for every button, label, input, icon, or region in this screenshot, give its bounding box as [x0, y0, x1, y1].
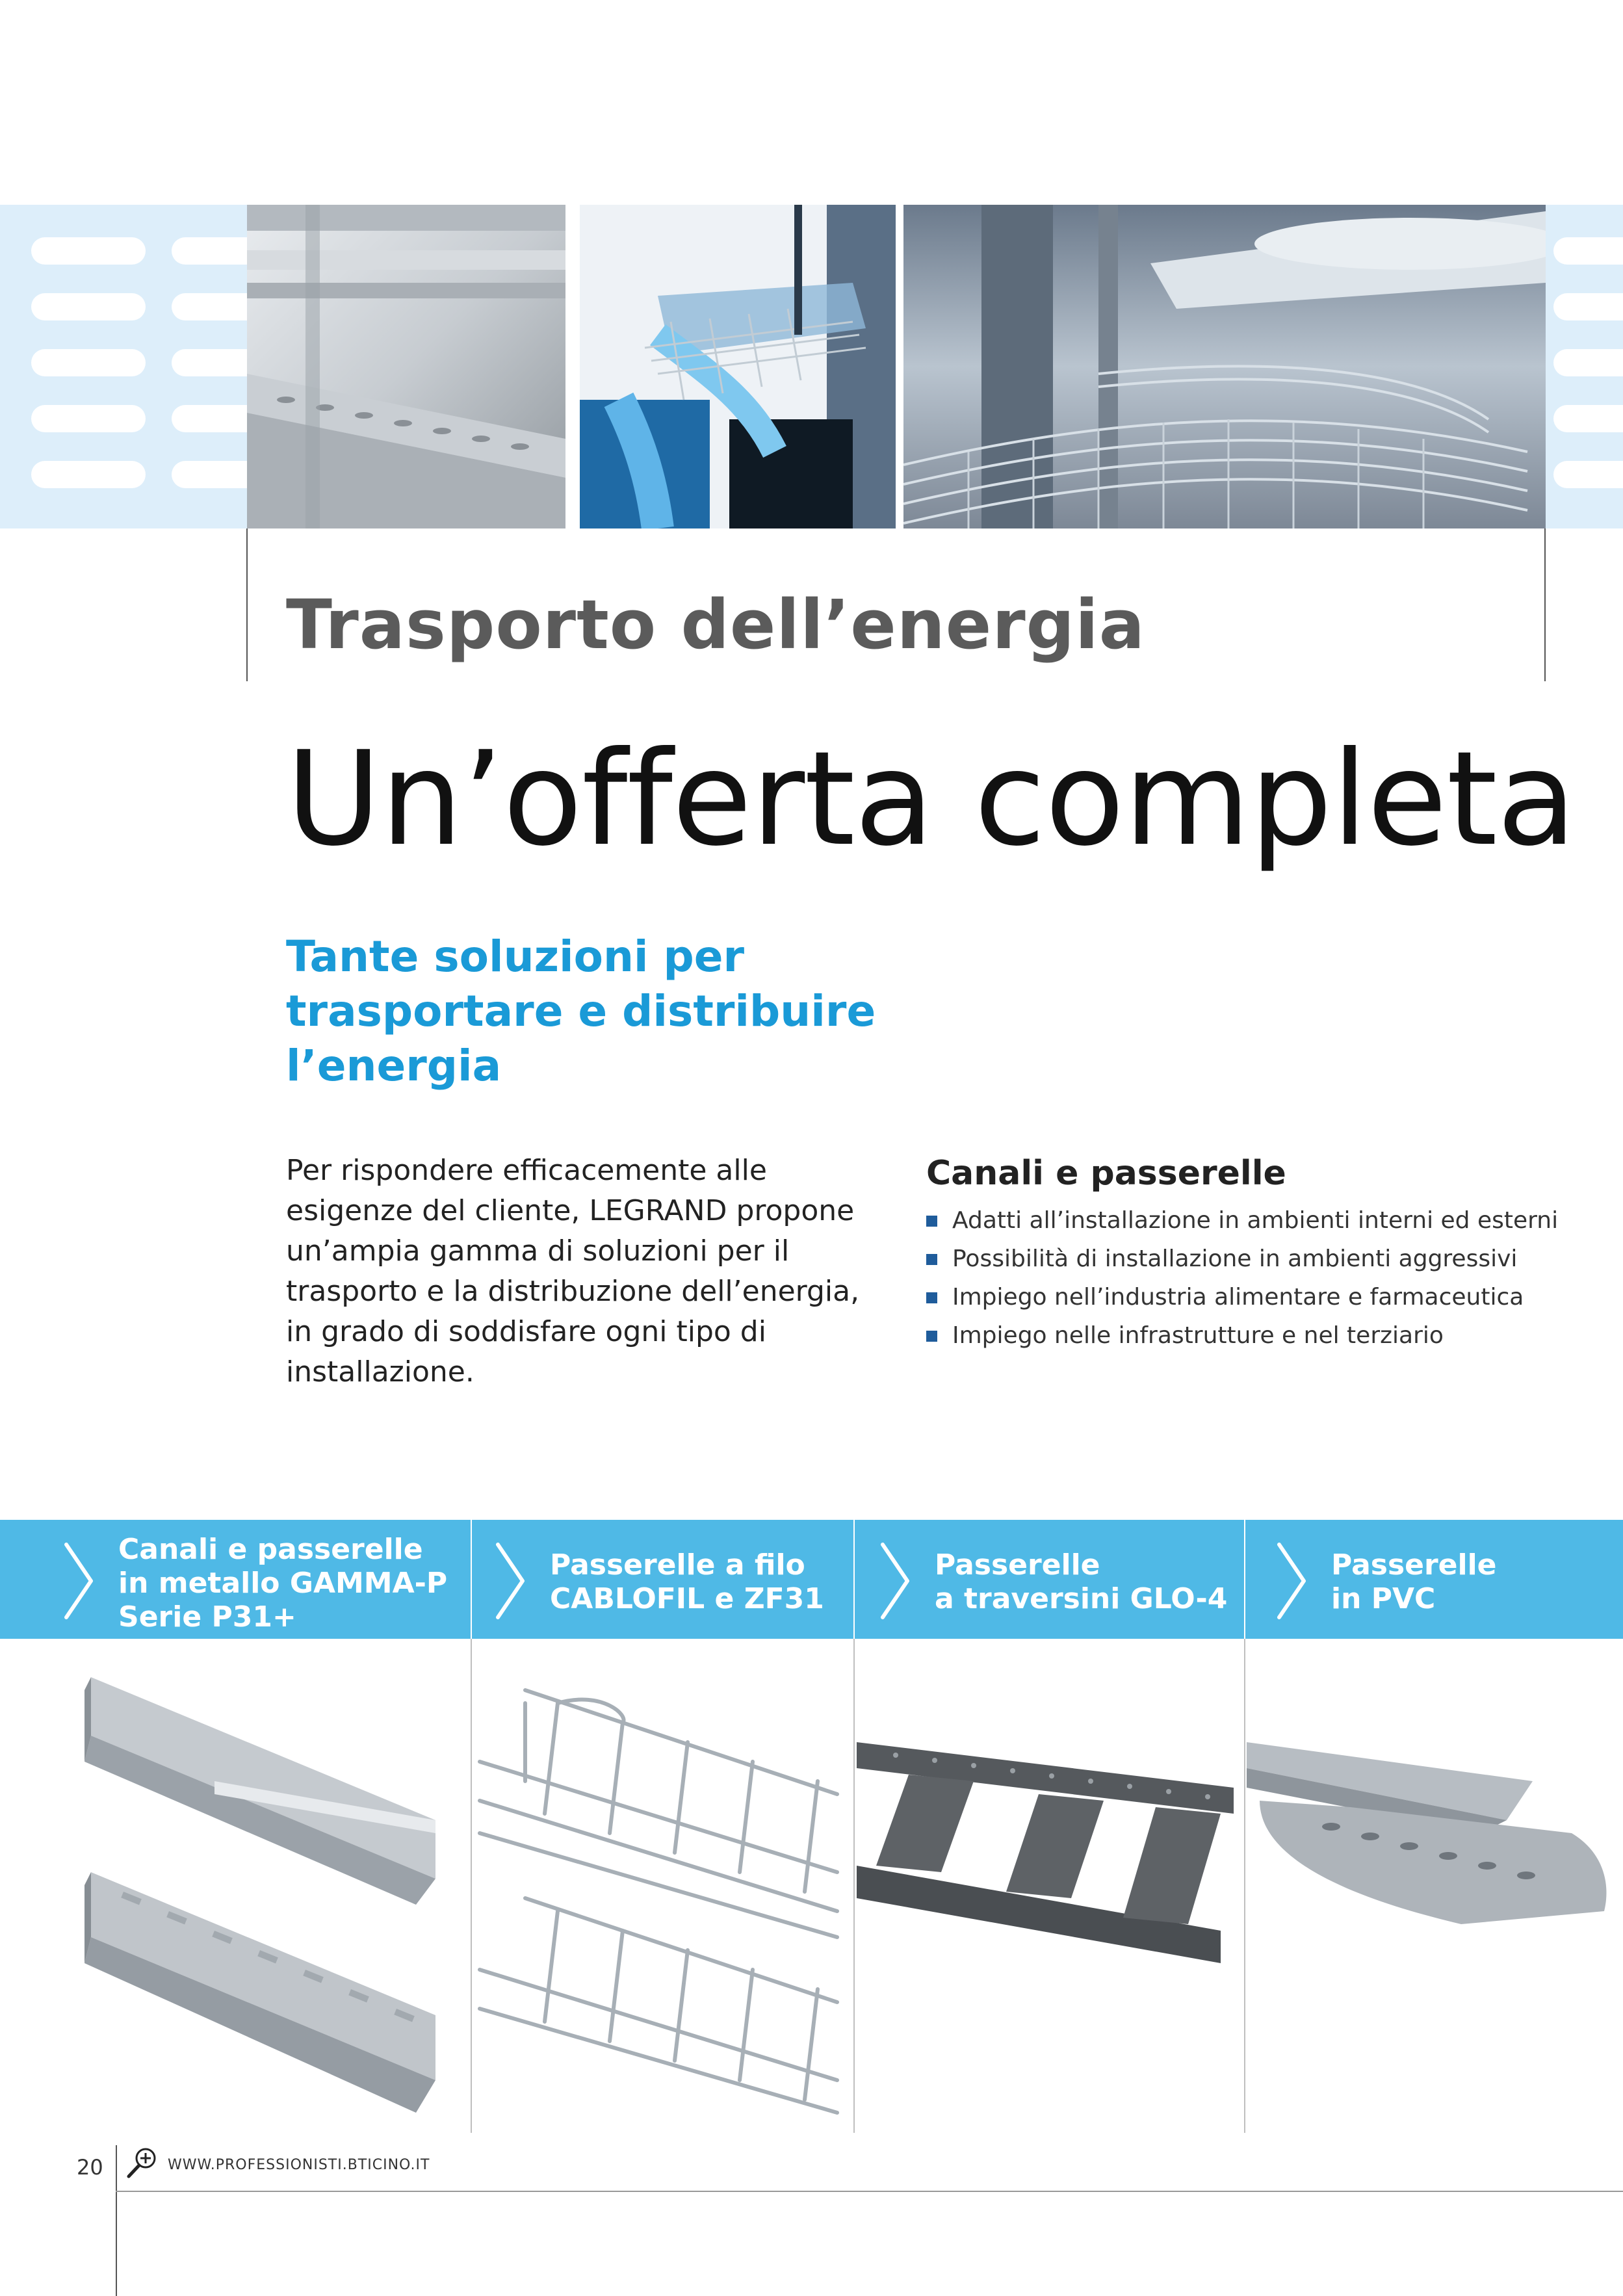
intro-line: installazione.: [286, 1355, 474, 1389]
product-image-pvc-trays: [1247, 1729, 1617, 1937]
main-title: Un’offerta completa: [286, 724, 1576, 875]
square-bullet-icon: [926, 1216, 937, 1227]
page-number: 20: [77, 2155, 103, 2180]
category-divider: [471, 1520, 472, 1639]
category-label: Passerelle a filo CABLOFIL e ZF31: [550, 1548, 824, 1615]
subtitle: [286, 930, 1001, 1093]
feature-item: Impiego nell’industria alimentare e farmaceutica: [926, 1278, 1558, 1316]
category-divider: [853, 1520, 855, 1639]
intro-line: un’ampia gamma di soluzioni per il: [286, 1234, 790, 1268]
product-image-wire-trays: [473, 1664, 850, 2119]
intro-line: in grado di soddisfare ogni tipo di: [286, 1315, 766, 1348]
features-list: [926, 1201, 1558, 1355]
category-metal-trays[interactable]: [62, 1520, 472, 1639]
category-pvc-trays[interactable]: [1275, 1520, 1600, 1639]
features-title: Canali e passerelle: [926, 1154, 1286, 1193]
footer-rule-vertical: [116, 2145, 117, 2296]
chevron-right-icon: [494, 1542, 526, 1620]
category-label: Passerelle a traversini GLO-4: [935, 1548, 1228, 1615]
square-bullet-icon: [926, 1254, 937, 1265]
section-title: Trasporto dell’energia: [286, 585, 1145, 664]
zoom-in-icon: [125, 2144, 161, 2180]
photo-wire-mesh-tray-cables: [580, 205, 896, 528]
frame-line-right: [1544, 528, 1546, 681]
product-divider: [471, 1639, 472, 2133]
intro-paragraph: [286, 1151, 884, 1392]
product-image-ladder-trays: [857, 1716, 1240, 1989]
intro-line: esigenze del cliente, LEGRAND propone: [286, 1194, 855, 1227]
chevron-right-icon: [879, 1542, 911, 1620]
chevron-right-icon: [62, 1542, 95, 1620]
photo-tray-installation-ceiling: [903, 205, 1546, 528]
intro-line: trasporto e la distribuzione dell’energia,: [286, 1275, 860, 1308]
footer-url[interactable]: WWW.PROFESSIONISTI.BTICINO.IT: [168, 2157, 430, 2173]
feature-item: Possibilità di installazione in ambienti aggressivi: [926, 1240, 1558, 1278]
product-divider: [853, 1639, 855, 2133]
intro-line: Per rispondere efficacemente alle: [286, 1154, 767, 1187]
decorative-band-right: [1546, 205, 1623, 528]
category-wire-trays[interactable]: [494, 1520, 845, 1639]
square-bullet-icon: [926, 1292, 937, 1303]
subtitle-line: l’energia: [286, 1041, 502, 1091]
square-bullet-icon: [926, 1331, 937, 1342]
decorative-band-left: [0, 205, 247, 528]
photo-cable-tray-closeup: [247, 205, 565, 528]
category-ladder-trays[interactable]: [879, 1520, 1230, 1639]
product-divider: [1244, 1639, 1245, 2133]
feature-item: Impiego nelle infrastrutture e nel terziario: [926, 1316, 1558, 1355]
subtitle-line: trasportare e distribuire: [286, 986, 876, 1036]
category-bar: [0, 1520, 1623, 1639]
chevron-right-icon: [1275, 1542, 1308, 1620]
product-image-metal-trays: [84, 1664, 448, 2119]
category-label: Passerelle in PVC: [1331, 1548, 1497, 1615]
frame-line-left: [246, 528, 248, 681]
subtitle-line: Tante soluzioni per: [286, 932, 745, 982]
footer-rule-horizontal: [116, 2191, 1623, 2192]
feature-item: Adatti all’installazione in ambienti interni ed esterni: [926, 1201, 1558, 1240]
category-label: Canali e passerelle in metallo GAMMA-P Serie P31+: [118, 1533, 448, 1634]
category-divider: [1244, 1520, 1245, 1639]
